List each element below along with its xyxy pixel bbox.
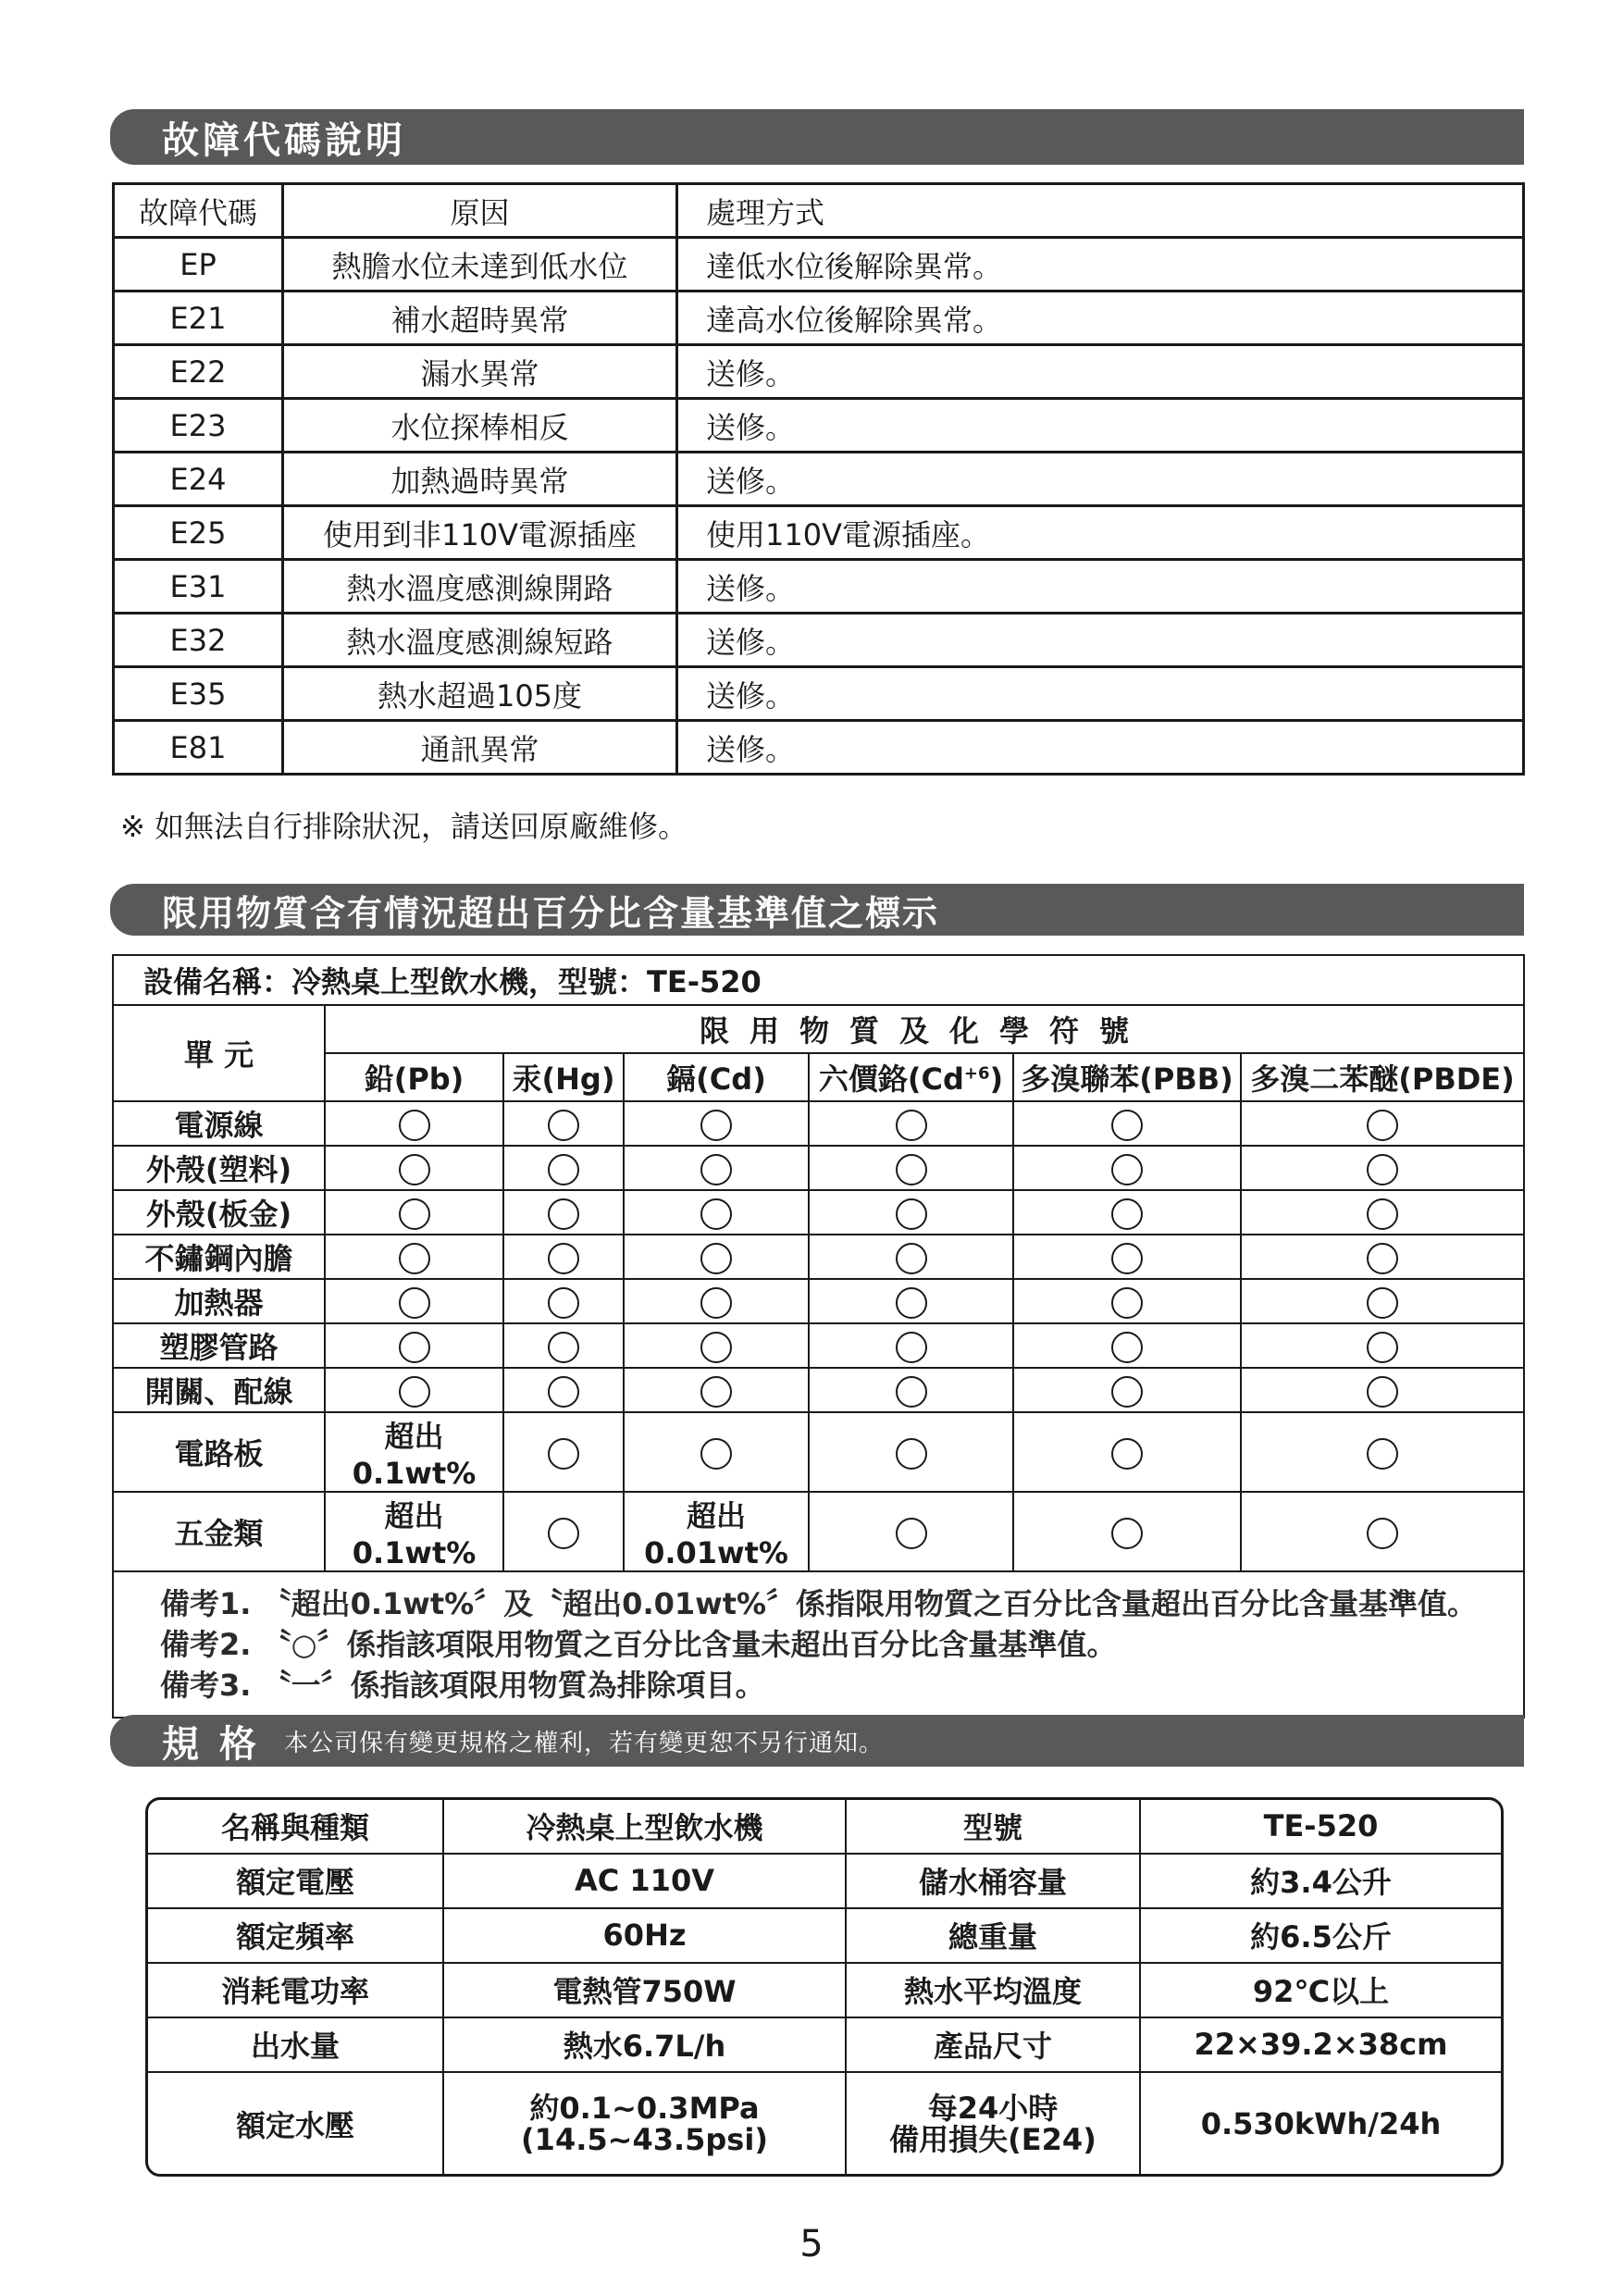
table-row [114, 453, 1524, 506]
mark-cell [325, 1323, 503, 1368]
table-row [113, 1412, 1524, 1492]
fault-code: E23 [114, 399, 283, 453]
mark-cell [624, 1101, 809, 1146]
mark-cell [1013, 1279, 1241, 1323]
standby-label-line1: 每24小時 [927, 2090, 1059, 2126]
table-row [114, 667, 1524, 721]
fault-code: E24 [114, 453, 283, 506]
circle-mark-icon [896, 1198, 927, 1230]
circle-mark-icon [896, 1154, 927, 1185]
equipment-info: 設備名稱：冷熱桌上型飲水機，型號：TE-520 [113, 955, 1524, 1005]
remark-3: 備考3. 〝一〞係指該項限用物質為排除項目。 [160, 1668, 765, 1703]
mark-cell [809, 1101, 1013, 1146]
cr6-superscript: +6 [963, 1063, 990, 1084]
spec-value: 熱水6.7L/h [443, 2017, 846, 2072]
mark-cell [1241, 1412, 1524, 1492]
spec-value: 0.530kWh/24h [1140, 2072, 1501, 2174]
circle-mark-icon [896, 1287, 927, 1319]
circle-mark-icon [700, 1243, 732, 1274]
mark-cell [624, 1235, 809, 1279]
fault-action: 送修。 [677, 614, 1524, 667]
table-row [148, 1908, 1501, 1963]
mark-cell [1241, 1323, 1524, 1368]
page-number: 5 [799, 2223, 824, 2265]
circle-mark-icon [1111, 1438, 1143, 1470]
mark-cell [325, 1279, 503, 1323]
table-row [114, 292, 1524, 345]
exceeds-mark: 超出0.1wt% [325, 1492, 503, 1571]
remark-1: 備考1. 〝超出0.1wt%〞及〝超出0.01wt%〞係指限用物質之百分比含量超出百分比含量基準值。 [160, 1586, 1478, 1621]
fault-action: 達高水位後解除異常。 [677, 292, 1524, 345]
spec-value: AC 110V [443, 1854, 846, 1908]
fault-code: E35 [114, 667, 283, 721]
spec-section-note: 本公司保有變更規格之權利，若有變更恕不另行通知。 [283, 1729, 884, 1757]
circle-mark-icon [700, 1438, 732, 1470]
mark-cell [809, 1235, 1013, 1279]
spec-label: 熱水平均溫度 [846, 1963, 1140, 2017]
remarks-cell [113, 1571, 1524, 1718]
table-row [114, 399, 1524, 453]
circle-mark-icon [896, 1243, 927, 1274]
table-row [113, 1235, 1524, 1279]
spec-section-title: 規 格 [162, 1722, 260, 1766]
mark-cell [624, 1368, 809, 1412]
mark-cell [503, 1412, 624, 1492]
mark-cell [809, 1492, 1013, 1571]
circle-mark-icon [1111, 1198, 1143, 1230]
unit-name: 外殼(板金) [113, 1190, 325, 1235]
table-row [148, 1854, 1501, 1908]
table-row [113, 1146, 1524, 1190]
mark-cell [1013, 1492, 1241, 1571]
fault-footnote: ※ 如無法自行排除狀況，請送回原廠維修。 [120, 809, 688, 844]
mark-cell [809, 1323, 1013, 1368]
fault-action: 達低水位後解除異常。 [677, 238, 1524, 292]
mark-cell [503, 1492, 624, 1571]
rohs-table [112, 954, 1525, 1719]
spec-label: 額定頻率 [148, 1908, 443, 1963]
circle-mark-icon [1111, 1154, 1143, 1185]
exceeds-mark: 超出0.1wt% [325, 1412, 503, 1492]
standby-label-line2: 備用損失(E24) [889, 2121, 1096, 2157]
spec-label: 額定水壓 [148, 2072, 443, 2174]
table-row [148, 2017, 1501, 2072]
fault-code-table [112, 182, 1525, 776]
circle-mark-icon [548, 1198, 579, 1230]
fault-cause: 水位探棒相反 [283, 399, 677, 453]
table-header-row [114, 184, 1524, 238]
mark-cell [809, 1279, 1013, 1323]
fault-cause: 熱水溫度感測線短路 [283, 614, 677, 667]
circle-mark-icon [399, 1287, 430, 1319]
circle-mark-icon [1111, 1243, 1143, 1274]
circle-mark-icon [1367, 1438, 1398, 1470]
substance-cr6-label: 六價鉻(Cd [818, 1061, 964, 1097]
spec-value: 60Hz [443, 1908, 846, 1963]
mark-cell [1241, 1368, 1524, 1412]
circle-mark-icon [399, 1376, 430, 1408]
substances-header: 限用物質及化學符號 [325, 1005, 1524, 1053]
mark-cell [503, 1279, 624, 1323]
circle-mark-icon [399, 1154, 430, 1185]
fault-section-header [110, 109, 1524, 165]
circle-mark-icon [548, 1376, 579, 1408]
table-row [113, 1323, 1524, 1368]
remark-2: 備考2. 〝○〞係指該項限用物質之百分比含量未超出百分比含量基準值。 [160, 1627, 1117, 1662]
spec-value: 約3.4公升 [1140, 1854, 1501, 1908]
substance-pb: 鉛(Pb) [325, 1053, 503, 1101]
mark-cell [503, 1190, 624, 1235]
circle-mark-icon [1367, 1376, 1398, 1408]
circle-mark-icon [700, 1198, 732, 1230]
fault-action: 送修。 [677, 399, 1524, 453]
fault-code: E81 [114, 721, 283, 775]
unit-header: 單 元 [113, 1005, 325, 1101]
table-row [113, 1279, 1524, 1323]
circle-mark-icon [548, 1332, 579, 1363]
table-row [114, 345, 1524, 399]
circle-mark-icon [1111, 1376, 1143, 1408]
spec-label: 總重量 [846, 1908, 1140, 1963]
mark-cell [809, 1146, 1013, 1190]
circle-mark-icon [548, 1243, 579, 1274]
table-row [114, 560, 1524, 614]
table-row [114, 721, 1524, 775]
mark-cell [1013, 1323, 1241, 1368]
circle-mark-icon [548, 1438, 579, 1470]
spec-value: TE-520 [1140, 1800, 1501, 1854]
fault-code: E22 [114, 345, 283, 399]
spec-value [443, 2072, 846, 2174]
table-row [148, 1963, 1501, 2017]
rohs-section-title: 限用物質含有情況超出百分比含量基準值之標示 [162, 892, 940, 934]
spec-label: 儲水桶容量 [846, 1854, 1140, 1908]
exceeds-mark: 超出0.01wt% [624, 1492, 809, 1571]
mark-cell [1013, 1101, 1241, 1146]
circle-mark-icon [1111, 1518, 1143, 1549]
circle-mark-icon [1111, 1287, 1143, 1319]
spec-label: 產品尺寸 [846, 2017, 1140, 2072]
circle-mark-icon [548, 1110, 579, 1141]
mark-cell [325, 1235, 503, 1279]
mark-cell [809, 1190, 1013, 1235]
mark-cell [624, 1412, 809, 1492]
unit-name: 外殼(塑料) [113, 1146, 325, 1190]
mark-cell [624, 1146, 809, 1190]
table-row [148, 2072, 1501, 2174]
circle-mark-icon [548, 1518, 579, 1549]
cr6-suffix: ) [989, 1061, 1004, 1097]
mark-cell [1013, 1412, 1241, 1492]
table-row [114, 238, 1524, 292]
spec-label [846, 2072, 1140, 2174]
header-cause: 原因 [283, 184, 677, 238]
spec-section-header [110, 1715, 1524, 1767]
circle-mark-icon [896, 1376, 927, 1408]
mark-cell [503, 1146, 624, 1190]
fault-cause: 通訊異常 [283, 721, 677, 775]
substance-hg: 汞(Hg) [503, 1053, 624, 1101]
mark-cell [1241, 1101, 1524, 1146]
mark-cell [325, 1368, 503, 1412]
substance-pbde: 多溴二苯醚(PBDE) [1241, 1053, 1524, 1101]
circle-mark-icon [1367, 1243, 1398, 1274]
fault-cause: 加熱過時異常 [283, 453, 677, 506]
spec-table-frame [145, 1797, 1504, 2177]
rohs-section-header [110, 884, 1524, 936]
circle-mark-icon [1367, 1518, 1398, 1549]
spec-value: 電熱管750W [443, 1963, 846, 2017]
circle-mark-icon [399, 1332, 430, 1363]
table-row [113, 1368, 1524, 1412]
fault-code: E32 [114, 614, 283, 667]
fault-code: E31 [114, 560, 283, 614]
fault-cause: 漏水異常 [283, 345, 677, 399]
mark-cell [624, 1190, 809, 1235]
spec-value: 22×39.2×38cm [1140, 2017, 1501, 2072]
table-row [113, 1492, 1524, 1571]
circle-mark-icon [1367, 1154, 1398, 1185]
circle-mark-icon [896, 1110, 927, 1141]
circle-mark-icon [399, 1110, 430, 1141]
spec-label: 型號 [846, 1800, 1140, 1854]
mark-cell [1241, 1235, 1524, 1279]
spec-value: 冷熱桌上型飲水機 [443, 1800, 846, 1854]
unit-name: 開關、配線 [113, 1368, 325, 1412]
table-row [113, 1190, 1524, 1235]
substance-pbb: 多溴聯苯(PBB) [1013, 1053, 1241, 1101]
spec-value: 92℃以上 [1140, 1963, 1501, 2017]
mark-cell [1013, 1368, 1241, 1412]
fault-cause: 熱膽水位未達到低水位 [283, 238, 677, 292]
circle-mark-icon [700, 1332, 732, 1363]
circle-mark-icon [700, 1287, 732, 1319]
fault-action: 使用110V電源插座。 [677, 506, 1524, 560]
mark-cell [503, 1235, 624, 1279]
fault-code: E25 [114, 506, 283, 560]
fault-code: E21 [114, 292, 283, 345]
fault-section-title: 故障代碼說明 [162, 118, 406, 162]
mark-cell [503, 1323, 624, 1368]
mark-cell [325, 1190, 503, 1235]
pressure-value-line1: 約0.1~0.3MPa [529, 2090, 760, 2126]
fault-action: 送修。 [677, 345, 1524, 399]
unit-name: 電源線 [113, 1101, 325, 1146]
pressure-value-line2: (14.5~43.5psi) [521, 2121, 768, 2157]
circle-mark-icon [399, 1198, 430, 1230]
mark-cell [1013, 1190, 1241, 1235]
circle-mark-icon [399, 1243, 430, 1274]
spec-label: 消耗電功率 [148, 1963, 443, 2017]
fault-cause: 使用到非110V電源插座 [283, 506, 677, 560]
unit-name: 塑膠管路 [113, 1323, 325, 1368]
mark-cell [1241, 1492, 1524, 1571]
fault-cause: 補水超時異常 [283, 292, 677, 345]
circle-mark-icon [896, 1518, 927, 1549]
remarks-row [113, 1571, 1524, 1718]
fault-action: 送修。 [677, 560, 1524, 614]
mark-cell [809, 1412, 1013, 1492]
unit-name: 電路板 [113, 1412, 325, 1492]
circle-mark-icon [548, 1287, 579, 1319]
spec-label: 名稱與種類 [148, 1800, 443, 1854]
mark-cell [503, 1101, 624, 1146]
table-row [113, 1101, 1524, 1146]
spec-table [148, 1800, 1501, 2174]
fault-cause: 熱水超過105度 [283, 667, 677, 721]
mark-cell [1013, 1235, 1241, 1279]
fault-action: 送修。 [677, 721, 1524, 775]
spec-label: 出水量 [148, 2017, 443, 2072]
circle-mark-icon [1367, 1110, 1398, 1141]
circle-mark-icon [1111, 1332, 1143, 1363]
mark-cell [809, 1368, 1013, 1412]
fault-cause: 熱水溫度感測線開路 [283, 560, 677, 614]
header-action: 處理方式 [677, 184, 1524, 238]
circle-mark-icon [1367, 1332, 1398, 1363]
mark-cell [325, 1146, 503, 1190]
circle-mark-icon [700, 1376, 732, 1408]
mark-cell [624, 1323, 809, 1368]
substance-title-row [113, 1005, 1524, 1053]
circle-mark-icon [1367, 1287, 1398, 1319]
mark-cell [1241, 1146, 1524, 1190]
mark-cell [325, 1101, 503, 1146]
spec-label: 額定電壓 [148, 1854, 443, 1908]
table-row [114, 614, 1524, 667]
mark-cell [1013, 1146, 1241, 1190]
substance-cd: 鎘(Cd) [624, 1053, 809, 1101]
unit-name: 加熱器 [113, 1279, 325, 1323]
circle-mark-icon [1367, 1198, 1398, 1230]
unit-name: 不鏽鋼內膽 [113, 1235, 325, 1279]
fault-code: EP [114, 238, 283, 292]
mark-cell [1241, 1279, 1524, 1323]
equipment-row [113, 955, 1524, 1005]
circle-mark-icon [1111, 1110, 1143, 1141]
circle-mark-icon [896, 1438, 927, 1470]
spec-value: 約6.5公斤 [1140, 1908, 1501, 1963]
substance-name-row [113, 1053, 1524, 1101]
circle-mark-icon [896, 1332, 927, 1363]
circle-mark-icon [700, 1154, 732, 1185]
fault-action: 送修。 [677, 667, 1524, 721]
header-code: 故障代碼 [114, 184, 283, 238]
mark-cell [624, 1279, 809, 1323]
fault-action: 送修。 [677, 453, 1524, 506]
substance-cr6 [809, 1053, 1013, 1101]
circle-mark-icon [548, 1154, 579, 1185]
table-row [114, 506, 1524, 560]
table-row [148, 1800, 1501, 1854]
unit-name: 五金類 [113, 1492, 325, 1571]
circle-mark-icon [700, 1110, 732, 1141]
mark-cell [503, 1368, 624, 1412]
mark-cell [1241, 1190, 1524, 1235]
